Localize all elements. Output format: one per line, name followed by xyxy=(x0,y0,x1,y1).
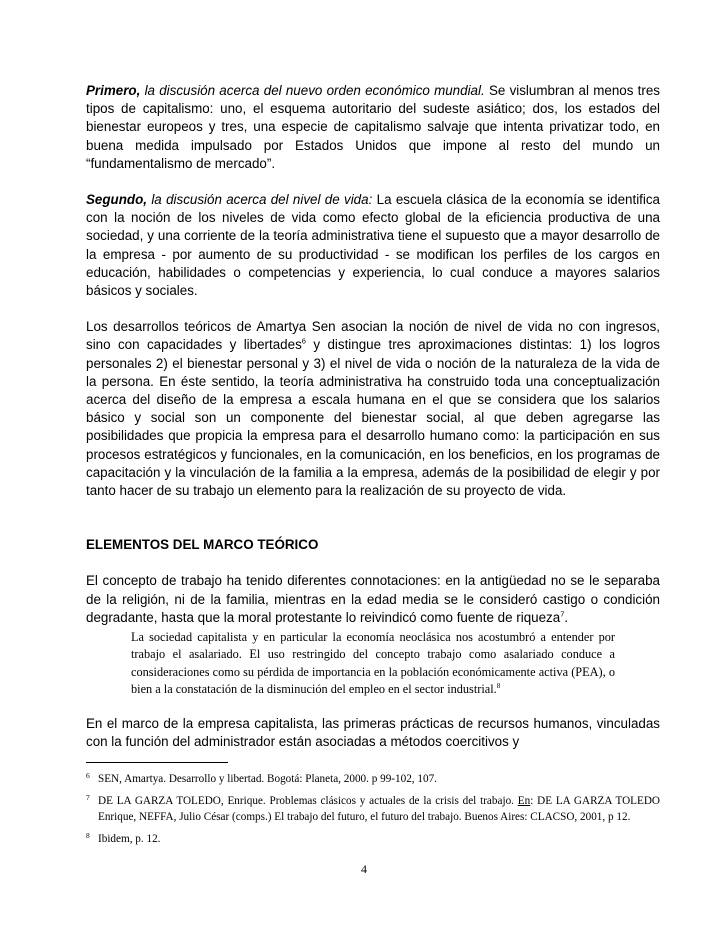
page-number: 4 xyxy=(361,862,367,876)
paragraph-lead-italic: la discusión acerca del nivel de vida: xyxy=(147,192,373,208)
footnote-7 xyxy=(86,793,660,825)
paragraph-primero xyxy=(86,82,660,173)
section-heading: ELEMENTOS DEL MARCO TEÓRICO xyxy=(86,537,319,553)
paragraph-concepto-trabajo xyxy=(86,572,660,627)
paragraph-empresa-capitalista xyxy=(86,715,660,751)
paragraph-amartya-sen xyxy=(86,318,660,500)
paragraph-text: y distingue tres aproximaciones distintas: 1) los logros personales 2) el bienestar personal y 3) el nivel de vida o noción de la naturaleza de la vida de la persona. En éste sentido, la teoría administrativa ha construido toda una conceptualización acerca del diseño de la empresa a escala humana en el que se considera que los salarios básico y social son un componente del bienestar social, al que deben agregarse las posibilidades que propicia la empresa para el desarrollo humano como: la participación en sus procesos estratégicos y funcionales, en la comunicación, en los beneficios, en los programas de capacitación y la vinculación de la familia a la empresa, además de la posibilidad de elegir y por tanto hacer de su trabajo un elemento para la realización de su proyecto de vida. xyxy=(86,337,660,499)
paragraph-lead-italic: la discusión acerca del nuevo orden económico mundial. xyxy=(140,83,485,98)
footnote-6 xyxy=(86,771,660,787)
footnote-text: DE LA GARZA TOLEDO, Enrique. Problemas clásicos y actuales de la crisis del trabajo. xyxy=(98,795,518,807)
paragraph-text: Los desarrollos teóricos de Amartya Sen asocian la noción de nivel de vida no con ingresos, sino con capacidades y libertades xyxy=(86,319,660,353)
footnote-number: 8 xyxy=(86,831,90,840)
footnote-ref[interactable]: 8 xyxy=(496,682,501,691)
footnote-ref[interactable]: 7 xyxy=(560,609,565,619)
footnote-number: 7 xyxy=(86,793,90,802)
footnote-text: SEN, Amartya. Desarrollo y libertad. Bogotá: Planeta, 2000. p 99-102, 107. xyxy=(98,773,437,785)
footnote-8 xyxy=(86,831,660,847)
footnote-ref[interactable]: 6 xyxy=(301,336,306,346)
block-quote xyxy=(131,629,615,699)
footnote-number: 6 xyxy=(86,771,90,780)
paragraph-text: Se vislumbran al menos tres tipos de capitalismo: uno, el esquema autoritario del sudeste asiático; dos, los estados del bienestar europeos y tres, una especie de capitalismo salvaje que intenta privatizar todo, en buena medida impulsado por Estados Unidos que impone al resto del mundo un “fundamentalismo de mercado”. xyxy=(86,83,660,171)
paragraph-text: La escuela clásica de la economía se identifica con la noción de los niveles de vida como efecto global de la eficiencia productiva de una sociedad, y una corriente de la teoría administrativa tiene el supuesto que a mayor desarrollo de la empresa - por aumento de su productividad - se modifican los perfiles de los cargos en educación, habilidades o competencias y experiencia, lo cual conduce a mayores salarios básicos y sociales. xyxy=(86,192,661,299)
paragraph-text: El concepto de trabajo ha tenido diferentes connotaciones: en la antigüedad no se le separaba de la religión, ni de la familia, mientras en la edad media se le consideró castigo o condición degradante, hasta que la moral protestante lo reivindicó como fuente de riqueza xyxy=(86,573,660,625)
paragraph-lead: Segundo, xyxy=(86,192,147,208)
footnote-text: : DE LA GARZA TOLEDO Enrique, NEFFA, Julio César (comps.) El trabajo del futuro, el futuro del trabajo. Buenos Aires: CLACSO, 2001, p 12. xyxy=(98,795,660,823)
paragraph-lead: Primero, xyxy=(86,83,141,98)
footnote-underlined: En xyxy=(517,795,531,807)
paragraph-text: . xyxy=(564,609,569,625)
body-text xyxy=(86,82,660,751)
quote-text: La sociedad capitalista y en particular la economía neoclásica nos acostumbró a entender por trabajo el asalariado. El uso restringido del concepto trabajo como asalariado conduce a consideraciones como su pérdida de importancia en la población económicamente activa (PEA), o bien a la constatación de la disminución del empleo en el sector industrial. xyxy=(131,630,615,697)
paragraph-segundo xyxy=(86,191,660,300)
footnote-text: Ibidem, p. 12. xyxy=(98,833,161,845)
footnotes xyxy=(86,771,660,853)
footnote-separator xyxy=(86,762,228,763)
paragraph-text: En el marco de la empresa capitalista, las primeras prácticas de recursos humanos, vinculadas con la función del administrador están asociadas a métodos coercitivos y xyxy=(86,715,660,749)
